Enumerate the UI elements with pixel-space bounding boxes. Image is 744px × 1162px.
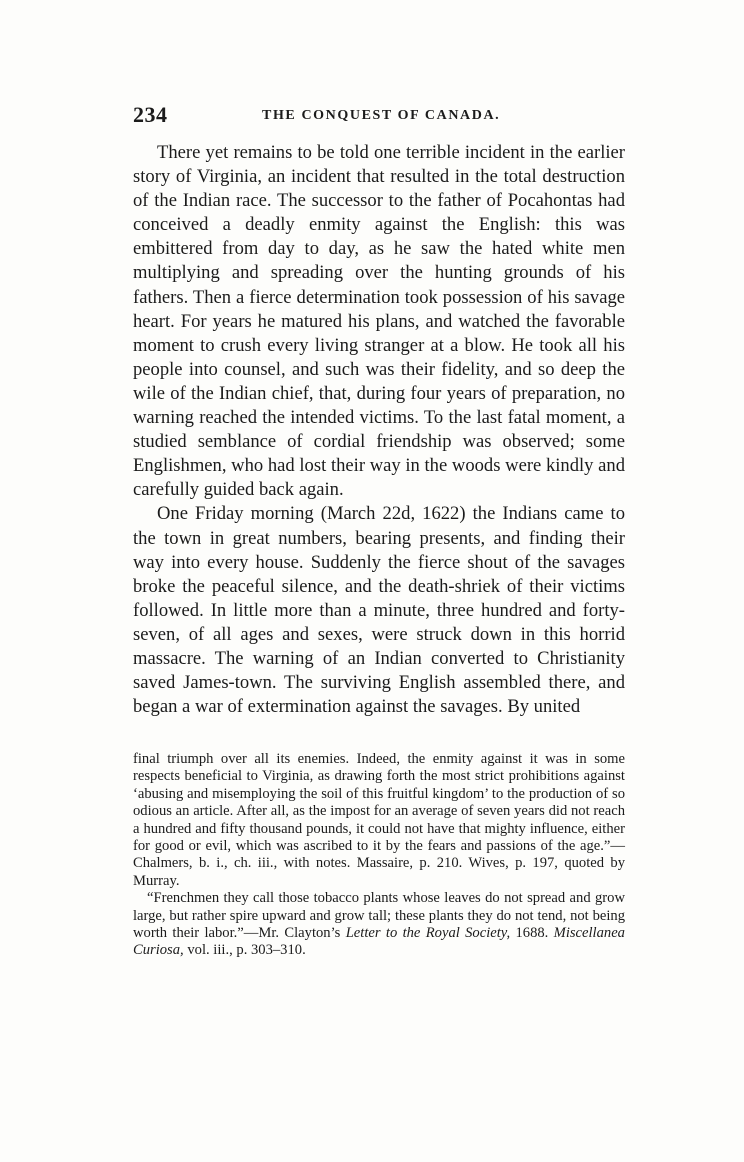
citation-title: Letter to the Royal Society, bbox=[345, 925, 511, 942]
footnote-paragraph bbox=[133, 890, 625, 960]
body-paragraph: There yet remains to be told one terrible incident in the earlier story of Virginia, an incident that resulted in the total destruction of the Indian race. The successor to the father of Pocahontas had conceived a deadly enmity against the English: this was embittered from day to day, as he saw the hated white men multiplying and spreading over the hunting grounds of his fathers. Then a fierce determination took possession of his savage heart. For years he matured his plans, and watched the favorable moment to crush every living stranger at a blow. He took all his people into counsel, and such was their fidelity, and so deep the wile of the Indian chief, that, during four years of preparation, no warning reached the intended victims. To the last fatal moment, a studied semblance of cordial friendship was observed; some Englishmen, who had lost their way in the woods were kindly and carefully guided back again. bbox=[133, 142, 625, 501]
citation-volume: vol. iii., p. 303–310. bbox=[187, 942, 306, 959]
body-paragraph: One Friday morning (March 22d, 1622) the Indians came to the town in great numbers, bearing presents, and finding their way into every house. Suddenly the fierce shout of the savages broke the peaceful silence, and the death-shriek of their victims followed. In little more than a minute, three hundred and forty-seven, of all ages and sexes, were struck down in this horrid massacre. The warning of an Indian converted to Christianity saved James-town. The surviving English assembled there, and began a war of extermination against the savages. By united bbox=[133, 503, 625, 718]
page-header bbox=[0, 102, 744, 132]
page-number: 234 bbox=[133, 102, 168, 127]
citation-title: Miscellanea Curiosa, bbox=[133, 925, 625, 959]
footnote-paragraph: final triumph over all its enemies. Indeed, the enmity against it was in some respects beneficial to Virginia, as drawing forth the most strict prohibitions against ‘abusing and misemploying the soil of this fruitful kingdom’ to the production of so odious an article. After all, as the impost for an average of seven years did not reach a hundred and fifty thousand pounds, it could not have that mighty influence, either for good or evil, which was ascribed to it by the fears and passions of the age.”—Chalmers, b. i., ch. iii., with notes. Massaire, p. 210. Wives, p. 197, quoted by Murray. bbox=[133, 751, 625, 889]
body-text bbox=[133, 141, 625, 719]
running-head: THE CONQUEST OF CANADA. bbox=[262, 108, 501, 123]
citation-year: 1688. bbox=[515, 925, 549, 942]
footnote-quote: “Frenchmen they call those tobacco plants whose leaves do not spread and grow large, but rather spire upward and grow tall; these plants they do not tend, not being worth their labor.”—Mr. Clayton’s bbox=[133, 890, 625, 942]
footnote bbox=[133, 751, 625, 960]
